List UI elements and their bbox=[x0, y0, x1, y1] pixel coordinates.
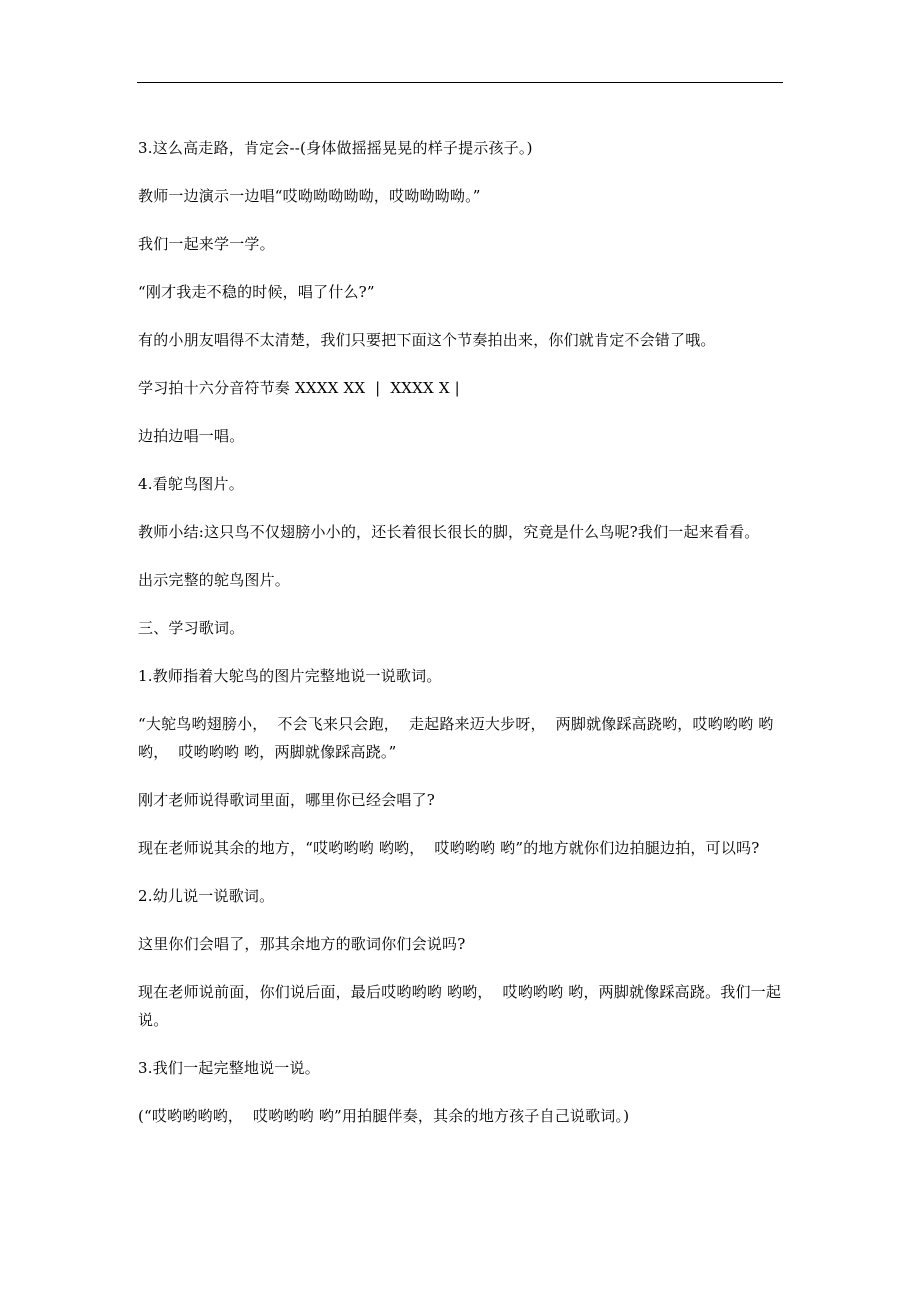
paragraph-lyrics-quote: “大鸵鸟哟翅膀小， 不会飞来只会跑， 走起路来迈大步呀， 两脚就像踩高跷哟，哎哟哟哟 哟哟， 哎哟哟哟 哟，两脚就像踩高跷。” bbox=[138, 715, 774, 761]
header-rule bbox=[137, 82, 783, 83]
paragraph-step-3-walking: 3.这么高走路，肯定会--(身体做摇摇晃晃的样子提示孩子。) bbox=[138, 139, 533, 157]
paragraph-question-other-lyrics: 这里你们会唱了，那其余地方的歌词你们会说吗? bbox=[138, 935, 466, 953]
paragraph-rhythm-notation: 学习拍十六分音符节奏 XXXX XX | XXXX X | bbox=[138, 379, 460, 397]
document-body bbox=[138, 134, 786, 1150]
paragraph-learn-together: 我们一起来学一学。 bbox=[138, 235, 275, 253]
paragraph-teacher-front-children-back: 现在老师说前面，你们说后面，最后哎哟哟哟 哟哟， 哎哟哟哟 哟，两脚就像踩高跷。我们一起说。 bbox=[138, 983, 782, 1029]
paragraph-rhythm-hint: 有的小朋友唱得不太清楚，我们只要把下面这个节奏拍出来，你们就肯定不会错了哦。 bbox=[138, 331, 716, 349]
paragraph-teacher-summary: 教师小结:这只鸟不仅翅膀小小的，还长着很长很长的脚，究竟是什么鸟呢?我们一起来看看。 bbox=[138, 523, 760, 541]
paragraph-question-already-sing: 刚才老师说得歌词里面，哪里你已经会唱了? bbox=[138, 791, 436, 809]
paragraph-teacher-demo-sing: 教师一边演示一边唱“哎呦呦呦呦呦，哎呦呦呦呦。” bbox=[138, 187, 481, 205]
paragraph-clap-and-sing: 边拍边唱一唱。 bbox=[138, 427, 245, 445]
paragraph-show-full-picture: 出示完整的鸵鸟图片。 bbox=[138, 571, 291, 589]
paragraph-step-4-ostrich-picture: 4.看鸵鸟图片。 bbox=[138, 475, 244, 493]
paragraph-step-1-teacher-lyrics: 1.教师指着大鸵鸟的图片完整地说一说歌词。 bbox=[138, 667, 442, 685]
paragraph-question-what-sung: “刚才我走不稳的时候，唱了什么?” bbox=[138, 283, 375, 301]
section-heading-learn-lyrics: 三、学习歌词。 bbox=[138, 619, 245, 637]
paragraph-teacher-rest-clap: 现在老师说其余的地方，“哎哟哟哟 哟哟， 哎哟哟哟 哟”的地方就你们边拍腿边拍，可以吗? bbox=[138, 839, 760, 857]
paragraph-step-3-say-together: 3.我们一起完整地说一说。 bbox=[138, 1059, 320, 1077]
paragraph-clap-accompaniment-note: (“哎哟哟哟哟， 哎哟哟哟 哟”用拍腿伴奏，其余的地方孩子自己说歌词。) bbox=[138, 1107, 630, 1125]
paragraph-step-2-children-lyrics: 2.幼儿说一说歌词。 bbox=[138, 887, 275, 905]
